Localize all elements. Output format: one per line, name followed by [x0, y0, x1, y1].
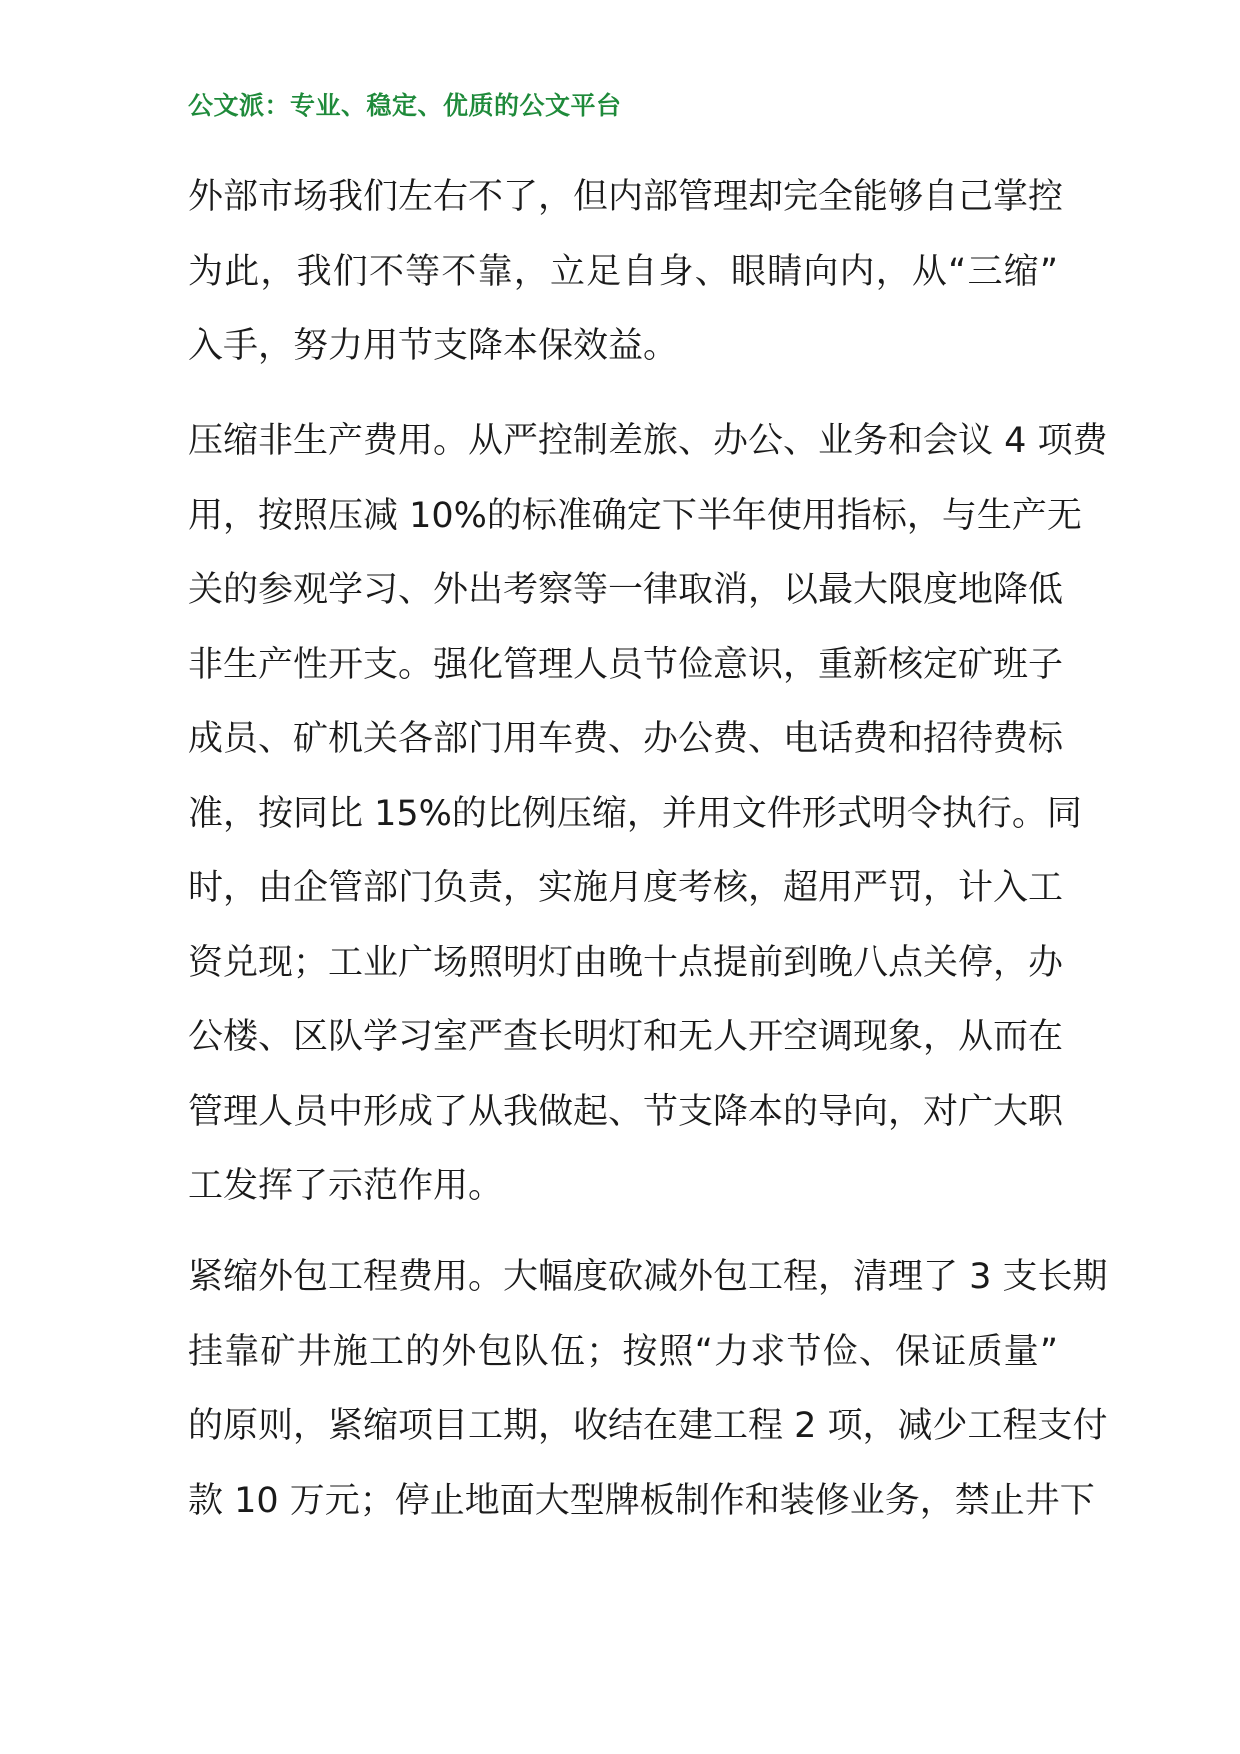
paragraph-3 — [188, 1240, 1108, 1538]
paragraph-line: 资兑现；工业广场照明灯由晚十点提前到晚八点关停，办 — [188, 942, 1064, 983]
paragraph-line: 入手，努力用节支降本保效益。 — [188, 326, 679, 366]
paragraph-line: 紧缩外包工程费用。大幅度砍减外包工程，清理了 3 支长期 — [188, 1257, 1108, 1297]
paragraph-line: 款 10 万元；停止地面大型牌板制作和装修业务，禁止井下 — [188, 1480, 1095, 1521]
paragraph-line: 时，由企管部门负责，实施月度考核，超用严罚，计入工 — [188, 868, 1064, 908]
paragraph-line: 公楼、区队学习室严查长明灯和无人开空调现象，从而在 — [188, 1017, 1064, 1057]
paragraph-line: 压缩非生产费用。从严控制差旅、办公、业务和会议 4 项费 — [188, 421, 1108, 461]
paragraph-line: 挂靠矿井施工的外包队伍；按照“力求节俭、保证质量” — [188, 1331, 1058, 1372]
paragraph-line: 外部市场我们左右不了，但内部管理却完全能够自己掌控 — [188, 177, 1064, 217]
paragraph-line: 准，按同比 15%的比例压缩，并用文件形式明令执行。同 — [188, 793, 1082, 834]
paragraph-line: 管理人员中形成了从我做起、节支降本的导向，对广大职 — [188, 1091, 1064, 1132]
paragraph-line: 用，按照压减 10%的标准确定下半年使用指标，与生产无 — [188, 495, 1082, 536]
paragraph-line: 工发挥了示范作用。 — [188, 1166, 504, 1206]
paragraph-1 — [188, 160, 1064, 384]
paragraph-line: 关的参观学习、外出考察等一律取消，以最大限度地降低 — [188, 570, 1064, 610]
page-header: 公文派：专业、稳定、优质的公文平台 — [188, 91, 622, 120]
paragraph-line: 非生产性开支。强化管理人员节俭意识，重新核定矿班子 — [188, 644, 1064, 685]
paragraph-line: 为此，我们不等不靠，立足自身、眼睛向内，从“三缩” — [188, 251, 1058, 292]
paragraph-line: 成员、矿机关各部门用车费、办公费、电话费和招待费标 — [188, 719, 1064, 759]
paragraph-2 — [188, 404, 1108, 1224]
paragraph-line: 的原则，紧缩项目工期，收结在建工程 2 项，减少工程支付 — [188, 1406, 1108, 1446]
